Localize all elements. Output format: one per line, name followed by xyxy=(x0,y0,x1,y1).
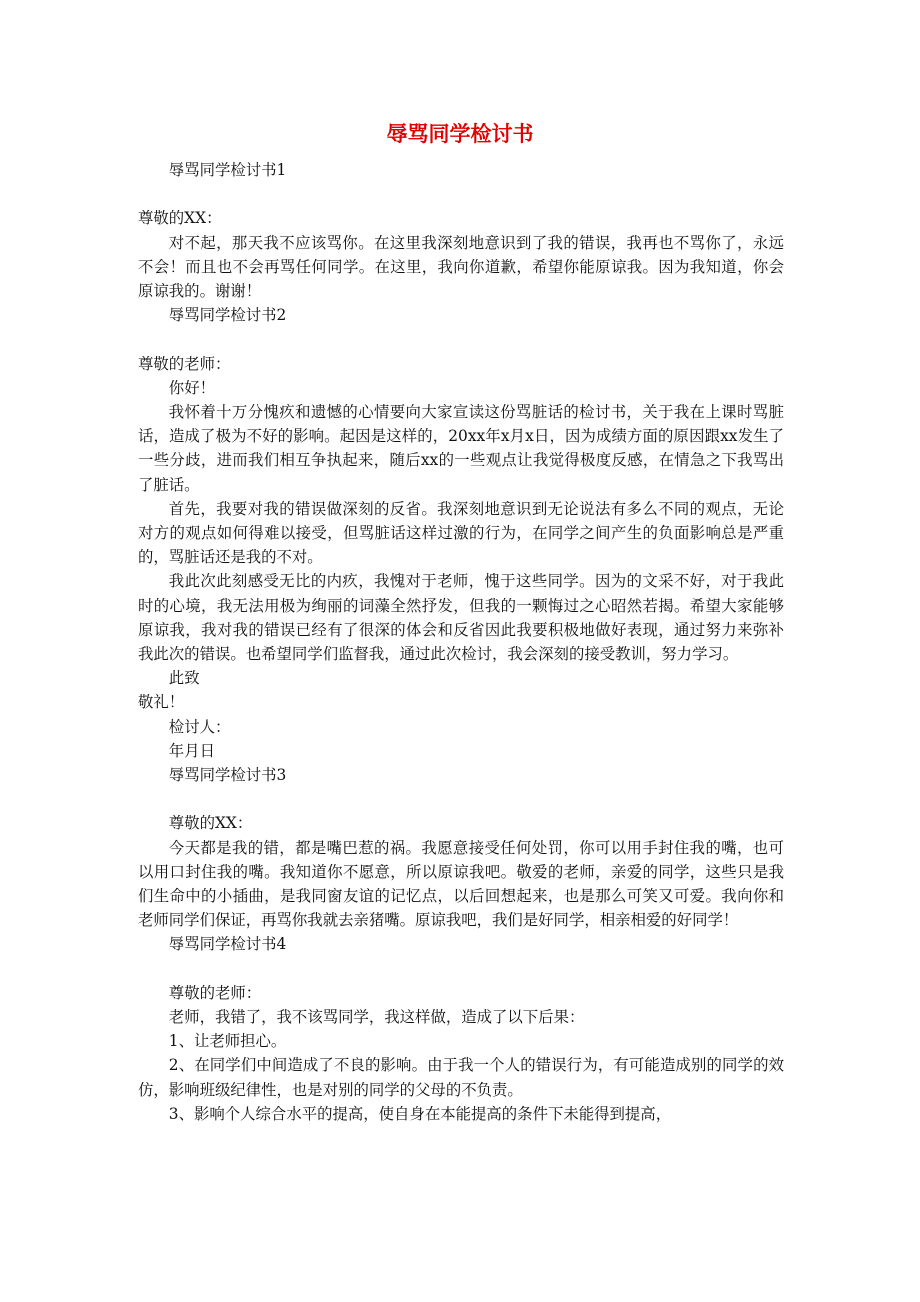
list-item: 3、影响个人综合水平的提高，使自身在本能提高的条件下未能得到提高， xyxy=(168,1104,672,1123)
section-heading: 辱骂同学检讨书4 xyxy=(168,935,287,954)
blank-line xyxy=(138,787,784,811)
regards: 敬礼！ xyxy=(138,693,185,712)
list-item: 1、让老师担心。 xyxy=(168,1032,287,1051)
date: 年月日 xyxy=(168,741,215,760)
salutation: 尊敬的XX： xyxy=(168,814,253,833)
document-body xyxy=(138,158,784,1126)
salutation: 尊敬的老师： xyxy=(138,354,231,373)
paragraph: 老师，我错了，我不该骂同学，我这样做，造成了以下后果： xyxy=(168,1008,585,1027)
paragraph: 对不起，那天我不应该骂你。在这里我深刻地意识到了我的错误，我再也不骂你了，永远不会！而且也不会再骂任何同学。在这里，我向你道歉，希望你能原谅我。因为我知道，你会原谅我的。谢谢！ xyxy=(138,233,784,300)
blank-line xyxy=(138,957,784,981)
section-heading: 辱骂同学检讨书2 xyxy=(168,306,287,325)
paragraph: 我此次此刻感受无比的内疚，我愧对于老师，愧于这些同学。因为的文采不好，对于我此时的心境，我无法用极为绚丽的词藻全然抒发，但我的一颗悔过之心昭然若揭。希望大家能够原谅我，我对我的错误已经有了很深的体会和反省因此我要积极地做好表现，通过努力来弥补我此次的错误。也希望同学们监督我，通过此次检讨，我会深刻的接受教训，努力学习。 xyxy=(138,572,784,664)
list-item: 2、在同学们中间造成了不良的影响。由于我一个人的错误行为，有可能造成别的同学的效仿，影响班级纪律性，也是对别的同学的父母的不负责。 xyxy=(138,1056,784,1099)
greeting: 你好！ xyxy=(168,378,215,397)
signer: 检讨人： xyxy=(168,717,231,736)
closing: 此致 xyxy=(168,669,200,688)
section-heading: 辱骂同学检讨书1 xyxy=(168,161,287,179)
section-heading: 辱骂同学检讨书3 xyxy=(168,766,287,785)
blank-line xyxy=(138,182,784,206)
salutation: 尊敬的XX： xyxy=(138,209,222,228)
paragraph: 我怀着十万分愧疚和遗憾的心情要向大家宣读这份骂脏话的检讨书，关于我在上课时骂脏话，造成了极为不好的影响。起因是这样的，20xx年x月x日，因为成绩方面的原因跟xx发生了一些分歧，进而我们相互争执起来，随后xx的一些观点让我觉得极度反感，在情急之下我骂出了脏话。 xyxy=(138,403,784,494)
paragraph: 今天都是我的错，都是嘴巴惹的祸。我愿意接受任何处罚，你可以用手封住我的嘴，也可以用口封住我的嘴。我知道你不愿意，所以原谅我吧。敬爱的老师，亲爱的同学，这些只是我们生命中的小插曲，是我同窗友谊的记忆点，以后回想起来，也是那么可笑又可爱。我向你和老师同学们保证，再骂你我就去亲猪嘴。原谅我吧，我们是好同学，相亲相爱的好同学！ xyxy=(138,838,784,930)
blank-line xyxy=(138,327,784,351)
salutation: 尊敬的老师： xyxy=(168,983,262,1002)
document-title: 辱骂同学检讨书 xyxy=(386,121,534,146)
paragraph: 首先，我要对我的错误做深刻的反省。我深刻地意识到无论说法有多么不同的观点，无论对方的观点如何得难以接受，但骂脏话这样过激的行为，在同学之间产生的负面影响总是严重的，骂脏话还是我的不对。 xyxy=(138,499,784,567)
